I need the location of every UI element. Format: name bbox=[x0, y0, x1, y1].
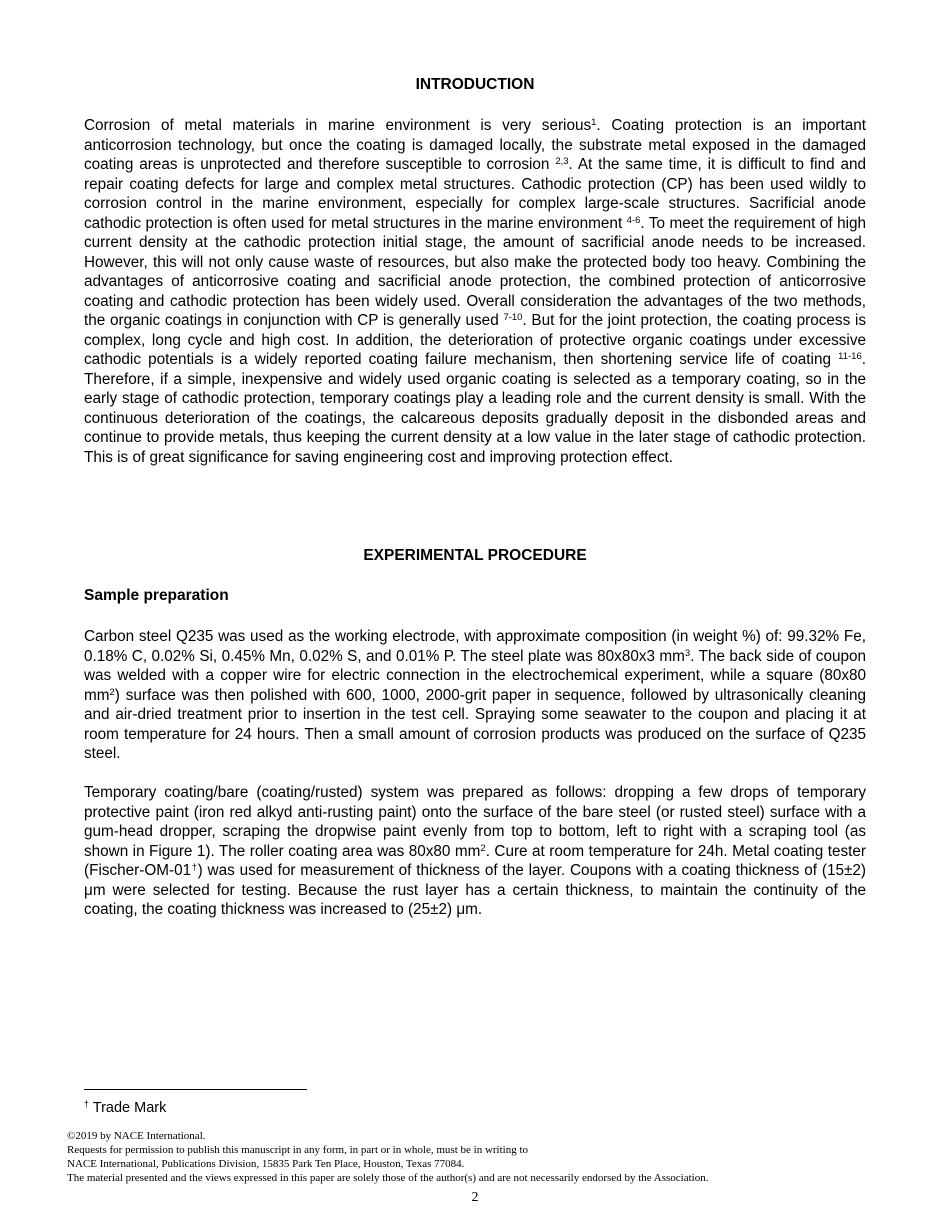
citation-superscript: 2,3 bbox=[555, 156, 569, 167]
disclaimer-line: The material presented and the views expressed in this paper are solely those of the author(s) and are not necessarily endorsed by the Association. bbox=[67, 1172, 709, 1184]
page-number: 2 bbox=[471, 1190, 479, 1205]
coating-system-paragraph bbox=[84, 783, 866, 920]
text-run: Carbon steel Q235 was used as the working electrode, with approximate composition (in weight %) of: 99.32% Fe, 0.18% C, 0.02% Si, 0.45% Mn, 0.02% S, and 0.01% P. The steel plate was 80x80x3 mm bbox=[84, 628, 866, 665]
text-run: . The back side of coupon was welded with a copper wire for electric connection in the electrochemical experiment, while a square (80x80 mm bbox=[84, 647, 866, 704]
text-run: Temporary coating/bare (coating/rusted) system was prepared as follows: dropping a few drops of temporary protective paint (iron red alkyd anti-rusting paint) onto the surface of the bare steel (or rusted steel) surface with a gum-head dropper, scraping the dropwise paint evenly from top to bottom, left to right with a scraping tool (as shown in Figure 1). The roller coating area was 80x80 mm bbox=[84, 784, 866, 860]
citation-superscript: 4-6 bbox=[626, 214, 641, 226]
copyright-line: ©2019 by NACE International. bbox=[67, 1130, 206, 1142]
text-run: ) surface was then polished with 600, 1000, 2000-grit paper in sequence, followed by ultrasonically cleaning and air-dried treatment prior to insertion in the test cell. Spraying some seawater to the coupon and placing it at room temperature for 24 hours. Then a small amount of corrosion products was produced on the surface of Q235 steel. bbox=[84, 686, 866, 762]
text-run: . Therefore, if a simple, inexpensive and widely used organic coating is selected as a temporary coating, so in the early stage of cathodic protection, temporary coatings play a leading role and the current density is small. With the continuous deterioration of the coatings, the calcareous deposits gradually deposit in the disbonded areas and continue to provide metals, thus keeping the current density at a low value in the later stage of cathodic protection. This is of great significance for saving engineering cost and improving protection effect. bbox=[84, 351, 866, 466]
copyright-notice bbox=[67, 1129, 887, 1185]
text-run: . To meet the requirement of high current density at the cathodic protection initial stage, the amount of sacrificial anode needs to be increased. However, this will not only cause waste of resources, but also make the protected body too heavy. Combining the advantages of anticorrosive coating and sacrificial anode protection, the combined protection of anticorrosive coating and cathodic protection has been widely used. Overall consideration the advantages of the two methods, the organic coatings in conjunction with CP is generally used bbox=[84, 214, 866, 329]
text-run: ) was used for measurement of thickness of the layer. Coupons with a coating thickness of (15±2) μm were selected for testing. Because the rust layer has a certain thickness, to maintain the continuity of the coating, the coating thickness was increased to (25±2) μm. bbox=[84, 862, 866, 918]
footnote-mark: † bbox=[84, 1099, 90, 1109]
citation-superscript: 7-10 bbox=[503, 312, 523, 323]
introduction-paragraph bbox=[84, 116, 866, 467]
footnote-text: Trade Mark bbox=[89, 1100, 167, 1116]
superscript: 2 bbox=[480, 842, 486, 854]
text-run: . Coating protection is an important anticorrosion technology, but once the coating is damaged locally, the substrate metal exposed in the damaged coating areas is unprotected and therefore susceptible to corrosion bbox=[84, 117, 866, 173]
sample-preparation-paragraph bbox=[84, 627, 866, 764]
footnote-separator bbox=[84, 1089, 307, 1090]
trademark-superscript: † bbox=[191, 862, 198, 873]
superscript: 3 bbox=[684, 647, 691, 659]
superscript: 2 bbox=[109, 686, 115, 698]
address-line: NACE International, Publications Division, 15835 Park Ten Place, Houston, Texas 77084. bbox=[67, 1158, 465, 1170]
experimental-heading: EXPERIMENTAL PROCEDURE bbox=[363, 547, 587, 564]
permission-line: Requests for permission to publish this manuscript in any form, in part or in whole, must be in writing to bbox=[67, 1144, 529, 1156]
text-run: . But for the joint protection, the coating process is complex, long cycle and high cost. In addition, the deterioration of protective organic coatings under excessive cathodic potentials is a widely reported coating failure mechanism, then shortening service life of coating bbox=[84, 312, 866, 368]
text-run: . At the same time, it is difficult to find and repair coating defects for large and complex metal structures. Cathodic protection (CP) has been used wildly to corrosion control in the marine environment, especially for complex large-scale structures. Sacrificial anode cathodic protection is often used for metal structures in the marine environment bbox=[84, 156, 866, 232]
text-run: . Cure at room temperature for 24h. Metal coating tester (Fischer-OM-01 bbox=[84, 842, 866, 879]
footnote bbox=[84, 1100, 166, 1116]
sample-preparation-subheading: Sample preparation bbox=[84, 587, 229, 604]
citation-superscript: 1 bbox=[591, 117, 597, 128]
text-run: Corrosion of metal materials in marine environment is very serious bbox=[84, 117, 592, 134]
citation-superscript: 11-16 bbox=[838, 351, 862, 362]
introduction-heading: INTRODUCTION bbox=[415, 76, 535, 93]
